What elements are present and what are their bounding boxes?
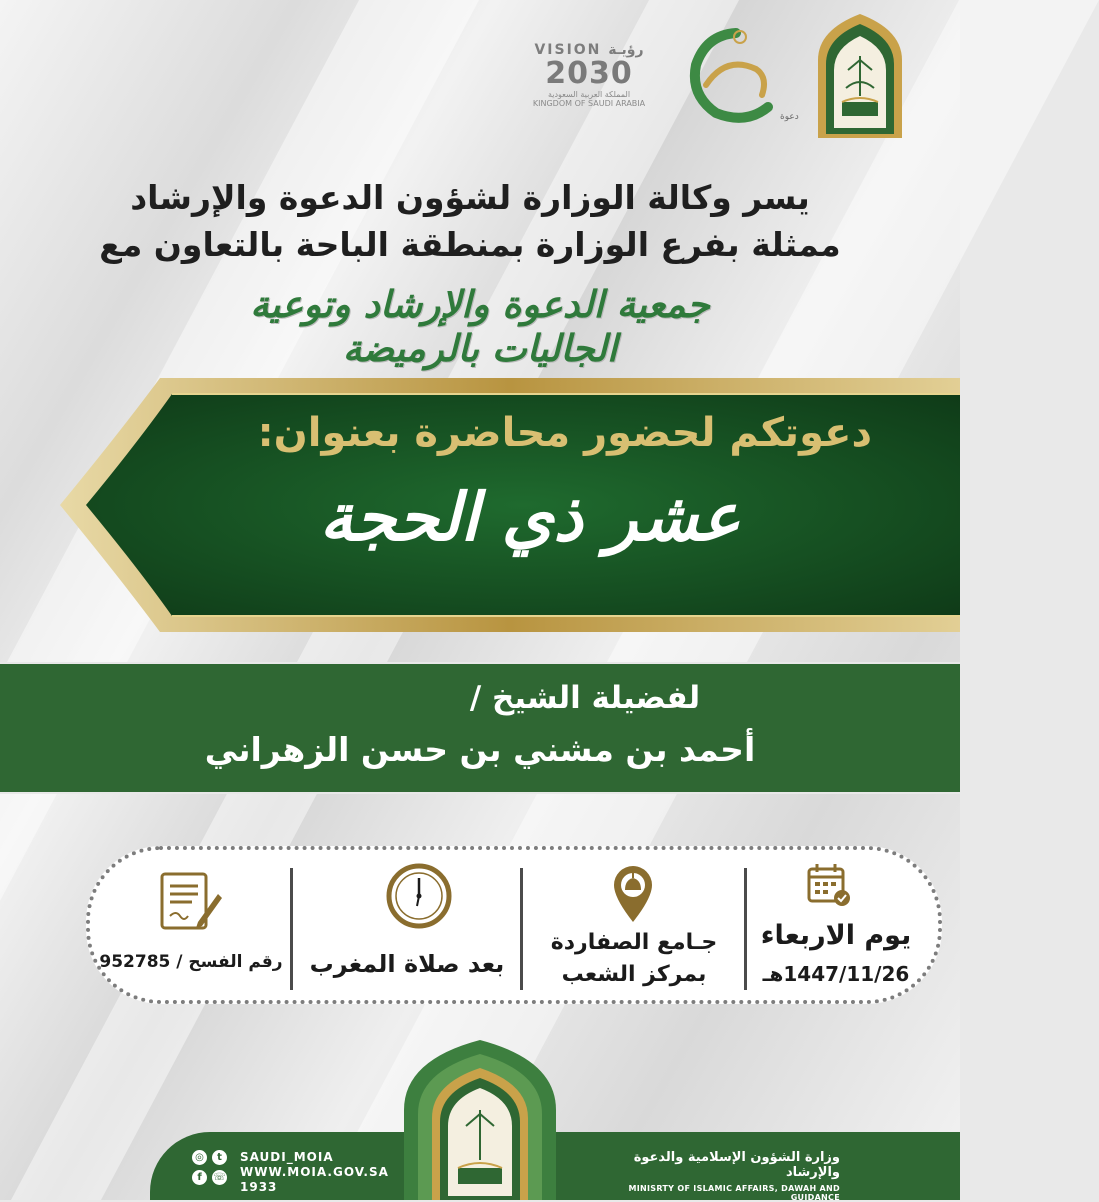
vision-country-en: KINGDOM OF SAUDI ARABIA bbox=[532, 99, 646, 108]
footer-contact bbox=[240, 1150, 389, 1195]
vision-country: المملكة العربية السعودية bbox=[547, 90, 631, 99]
ministry-name bbox=[580, 1150, 840, 1202]
event-date: 1447/11/26هـ bbox=[762, 962, 910, 986]
lecture-title: عشر ذي الحجة bbox=[319, 478, 741, 556]
document-permit-icon bbox=[158, 870, 224, 934]
ministry-name-en: MINISRTY OF ISLAMIC AFFAIRS, DAWAH AND GUIDANCE bbox=[628, 1184, 840, 1202]
vision-label: VISION رؤيـة bbox=[534, 42, 644, 58]
sheikh-title: لفضيلة الشيخ / bbox=[469, 680, 701, 716]
divider bbox=[290, 868, 293, 990]
association-name: جمعية الدعوة والإرشاد وتوعية الجاليات بالرميضة bbox=[250, 282, 710, 370]
footer-ministry-logo bbox=[404, 1040, 556, 1200]
website-link[interactable]: WWW.MOIA.GOV.SA bbox=[240, 1165, 389, 1179]
divider bbox=[744, 868, 747, 990]
event-time: بعد صلاة المغرب bbox=[309, 950, 505, 978]
ministry-name-ar: وزارة الشؤون الإسلامية والدعوة والإرشاد bbox=[633, 1150, 840, 1180]
sheikh-name: أحمد بن مشني بن حسن الزهراني bbox=[204, 730, 756, 769]
intro-line-1: يسر وكالة الوزارة لشؤون الدعوة والإرشاد bbox=[130, 178, 810, 217]
vision-year: 2030 bbox=[545, 56, 633, 91]
divider bbox=[520, 868, 523, 990]
twitter-icon[interactable]: t bbox=[212, 1150, 227, 1165]
event-location-line-1: جـامع الصفاردة bbox=[550, 930, 718, 955]
facebook-icon[interactable]: f bbox=[192, 1170, 207, 1185]
clock-icon bbox=[385, 862, 453, 930]
social-handle[interactable]: SAUDI_MOIA bbox=[240, 1150, 334, 1164]
event-day: يوم الاربعاء bbox=[760, 920, 912, 951]
rumaida-logo bbox=[676, 25, 799, 130]
ministry-logo bbox=[812, 10, 908, 138]
calendar-icon bbox=[806, 862, 852, 908]
intro-line-2: ممثلة بفرع الوزارة بمنطقة الباحة بالتعاون مع bbox=[99, 225, 841, 264]
rumaida-logo-subtext: دعوة bbox=[780, 112, 799, 122]
invitation-text: دعوتكم لحضور محاضرة بعنوان: bbox=[257, 410, 872, 456]
location-pin-icon bbox=[610, 864, 656, 924]
event-location-line-2: بمركز الشعب bbox=[561, 962, 707, 987]
phone-number[interactable]: 1933 bbox=[240, 1180, 278, 1194]
phone-icon[interactable]: ☏ bbox=[213, 1172, 226, 1183]
vision-2030-logo bbox=[528, 42, 650, 122]
instagram-icon[interactable]: ◎ bbox=[192, 1150, 207, 1165]
permit-number: رقم الفسح / 952785 bbox=[99, 952, 283, 972]
